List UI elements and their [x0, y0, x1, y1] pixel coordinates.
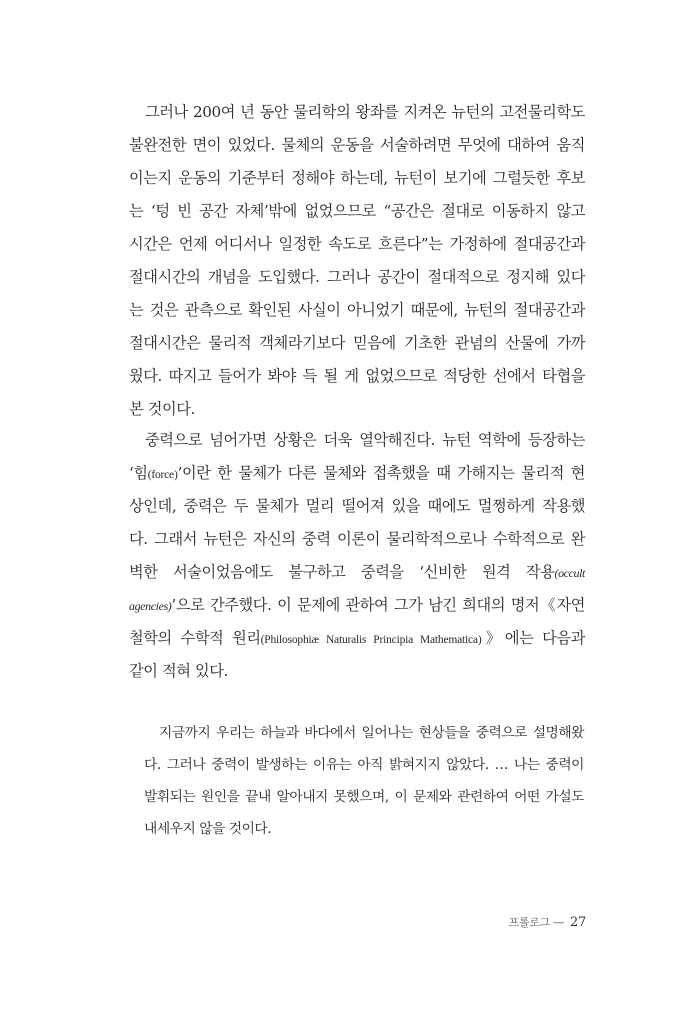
text-line: 상인데, 중력은 두 물체가 멀리 떨어져 있을 때에도 멀쩡하게 작용했 [129, 497, 585, 515]
text-line: 절대시간은 물리적 객체라기보다 믿음에 기초한 관념의 산물에 가까 [129, 334, 585, 352]
quote-line: 지금까지 우리는 하늘과 바다에서 일어나는 현상들을 중력으로 설명해왔 [159, 725, 584, 741]
text-line: 같이 적혀 있다. [129, 662, 228, 680]
blockquote-principia [144, 717, 584, 845]
text-segment: 》에는 다음과 [481, 629, 585, 647]
text-line: 는 ‘텅 빈 공간 자체’밖에 없었으므로 “공간은 절대로 이동하지 않고 [129, 202, 585, 220]
text-segment: ‘힘 [129, 464, 148, 482]
quote-line: 내세우지 않을 것이다. [144, 821, 272, 837]
text-line: 이는지 운동의 기준부터 정해야 하는데, 뉴턴이 보기에 그럴듯한 후보 [129, 169, 585, 187]
text-line [129, 589, 585, 622]
text-line: 시간은 언제 어디서나 일정한 속도로 흐른다”는 가정하에 절대공간과 [129, 235, 585, 253]
text-segment: ’으로 간주했다. 이 문제에 관하여 그가 남긴 희대의 명저《자연 [171, 596, 585, 614]
text-line [129, 556, 585, 589]
paragraph-absolute-space [129, 96, 585, 426]
latin-term-force: (force) [147, 469, 178, 481]
page-number: 27 [570, 915, 586, 930]
text-line: 는 것은 관측으로 확인된 사실이 아니었기 때문에, 뉴턴의 절대공간과 [129, 301, 585, 319]
text-segment: 벽한 서술이었음에도 불구하고 중력을 ‘신비한 원격 작용 [129, 563, 555, 581]
page-footer [509, 914, 586, 930]
text-segment: ’이란 한 물체가 다른 물체와 접촉했을 때 가해지는 물리적 현 [177, 464, 585, 482]
latin-title-principia: (Philosophiæ Naturalis Principia Mathematica) [260, 634, 482, 646]
quote-line: 다. 그러나 중력이 발생하는 이유는 아직 밝혀지지 않았다. … 나는 중력이 [144, 757, 584, 773]
text-line [129, 622, 585, 655]
paragraph-gravity [129, 424, 585, 688]
text-line: 웠다. 따지고 들어가 봐야 득 될 게 없었으므로 적당한 선에서 타협을 [129, 367, 585, 385]
quote-line: 발휘되는 원인을 끝내 알아내지 못했으며, 이 문제와 관련하여 어떤 가설도 [144, 789, 584, 805]
text-segment: 철학의 수학적 원리 [129, 629, 261, 647]
text-line: 본 것이다. [129, 400, 195, 418]
text-line: 다. 그래서 뉴턴은 자신의 중력 이론이 물리학적으로나 수학적으로 완 [129, 530, 585, 548]
section-name: 프롤로그 [508, 916, 550, 929]
text-line: 절대시간의 개념을 도입했다. 그러나 공간이 절대적으로 정지해 있다 [129, 268, 585, 286]
text-line: 중력으로 넘어가면 상황은 더욱 열악해진다. 뉴턴 역학에 등장하는 [145, 431, 585, 449]
latin-term-agencies: agencies) [129, 599, 172, 613]
text-line: 그러나 200여 년 동안 물리학의 왕좌를 지켜온 뉴턴의 고전물리학도 [145, 103, 585, 121]
latin-term-occult: (occult [554, 566, 585, 580]
separator: — [553, 916, 564, 929]
text-line: 불완전한 면이 있었다. 물체의 운동을 서술하려면 무엇에 대하여 움직 [129, 136, 585, 154]
text-line [129, 457, 585, 490]
